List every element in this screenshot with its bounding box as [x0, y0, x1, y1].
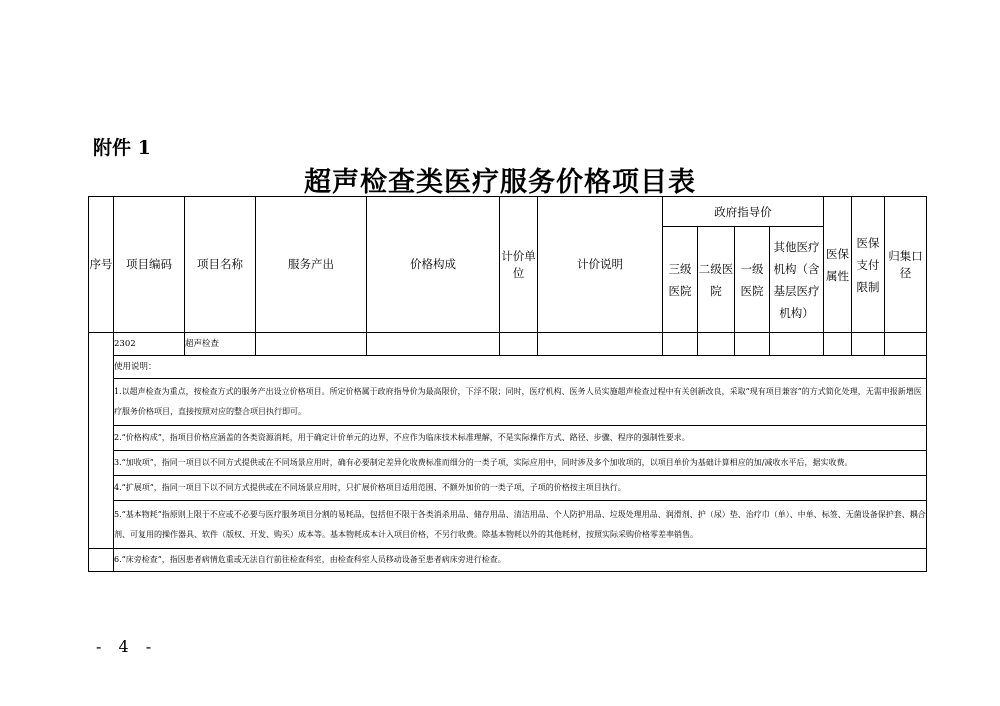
seq-cell — [89, 333, 114, 549]
header-level2: 二级医院 — [698, 227, 735, 333]
cell-insurance-limit — [852, 333, 885, 356]
price-table — [88, 196, 927, 572]
header-output: 服务产出 — [256, 197, 367, 333]
header-insurance-limit: 医保支付限制 — [852, 197, 885, 333]
cell-insurance-attr — [824, 333, 852, 356]
note-3: 3.“加收项”，指同一项目以不同方式提供或在不同场景应用时，确有必要制定差异化收费标准而细分的一类子项，实际应用中，同时涉及多个加收项的，以项目单价为基础计算相应的加/减收水平后，据实收费。 — [114, 451, 927, 476]
page-number: - 4 - — [96, 637, 158, 656]
note-1: 1.以超声检查为重点，按检查方式的服务产出设立价格项目。所定价格属于政府指导价为最高限价，下浮不限；同时，医疗机构、医务人员实施超声检查过程中有关创新改良，采取“现有项目兼容”的方式简化处理，无需申报新增医疗服务价格项目，直接按照对应的整合项目执行即可。 — [114, 379, 927, 426]
attachment-label: 附件 1 — [93, 137, 151, 159]
header-gov-price: 政府指导价 — [663, 197, 824, 227]
header-level3: 三级医院 — [663, 227, 698, 333]
cell-level1 — [735, 333, 770, 356]
cell-output — [256, 333, 367, 356]
header-level1: 一级医院 — [735, 227, 770, 333]
header-unit: 计价单位 — [500, 197, 538, 333]
note-6: 6.“床旁检查”，指因患者病情危重或无法自行前往检查科室，由检查科室人员移动设备至患者病床旁进行检查。 — [114, 549, 927, 572]
cell-level2 — [698, 333, 735, 356]
note-5: 5.“基本物耗”指原则上限于不应或不必要与医疗服务项目分割的易耗品，包括但不限于各类消杀用品、储存用品、清洁用品、个人防护用品、垃圾处理用品、润滑剂、护（尿）垫、治疗巾（单）、中单、标签、无菌设备保护套、耦合剂、可复用的操作器具、软件（版权、开发、购买）成本等。基本物耗成本计入项目价格，不另行收费。除基本物耗以外的其他耗材，按照实际采购价格零差率销售。 — [114, 501, 927, 549]
header-insurance-attr: 医保属性 — [824, 197, 852, 333]
note-2: 2.“价格构成”，指项目价格应涵盖的各类资源消耗，用于确定计价单元的边界，不应作为临床技术标准理解，不是实际操作方式、路径、步骤、程序的强制性要求。 — [114, 426, 927, 451]
cell-description — [538, 333, 663, 356]
cell-composition — [367, 333, 500, 356]
note-4: 4.“扩展项”，指同一项目下以不同方式提供或在不同场景应用时，只扩展价格项目适用范围、不额外加价的一类子项，子项的价格按主项目执行。 — [114, 476, 927, 501]
row-name: 超声检查 — [185, 333, 256, 356]
header-name: 项目名称 — [185, 197, 256, 333]
header-composition: 价格构成 — [367, 197, 500, 333]
cell-level3 — [663, 333, 698, 356]
header-code: 项目编码 — [114, 197, 185, 333]
header-collection: 归集口径 — [885, 197, 927, 333]
cell-collection — [885, 333, 927, 356]
row-code: 2302 — [114, 333, 185, 356]
header-description: 计价说明 — [538, 197, 663, 333]
page-title: 超声检查类医疗服务价格项目表 — [304, 167, 696, 198]
cell-unit — [500, 333, 538, 356]
header-other: 其他医疗机构（含基层医疗机构） — [770, 227, 824, 333]
cell-other — [770, 333, 824, 356]
usage-label: 使用说明： — [114, 356, 927, 379]
header-seq: 序号 — [89, 197, 114, 333]
seq-cell-last — [89, 549, 114, 572]
